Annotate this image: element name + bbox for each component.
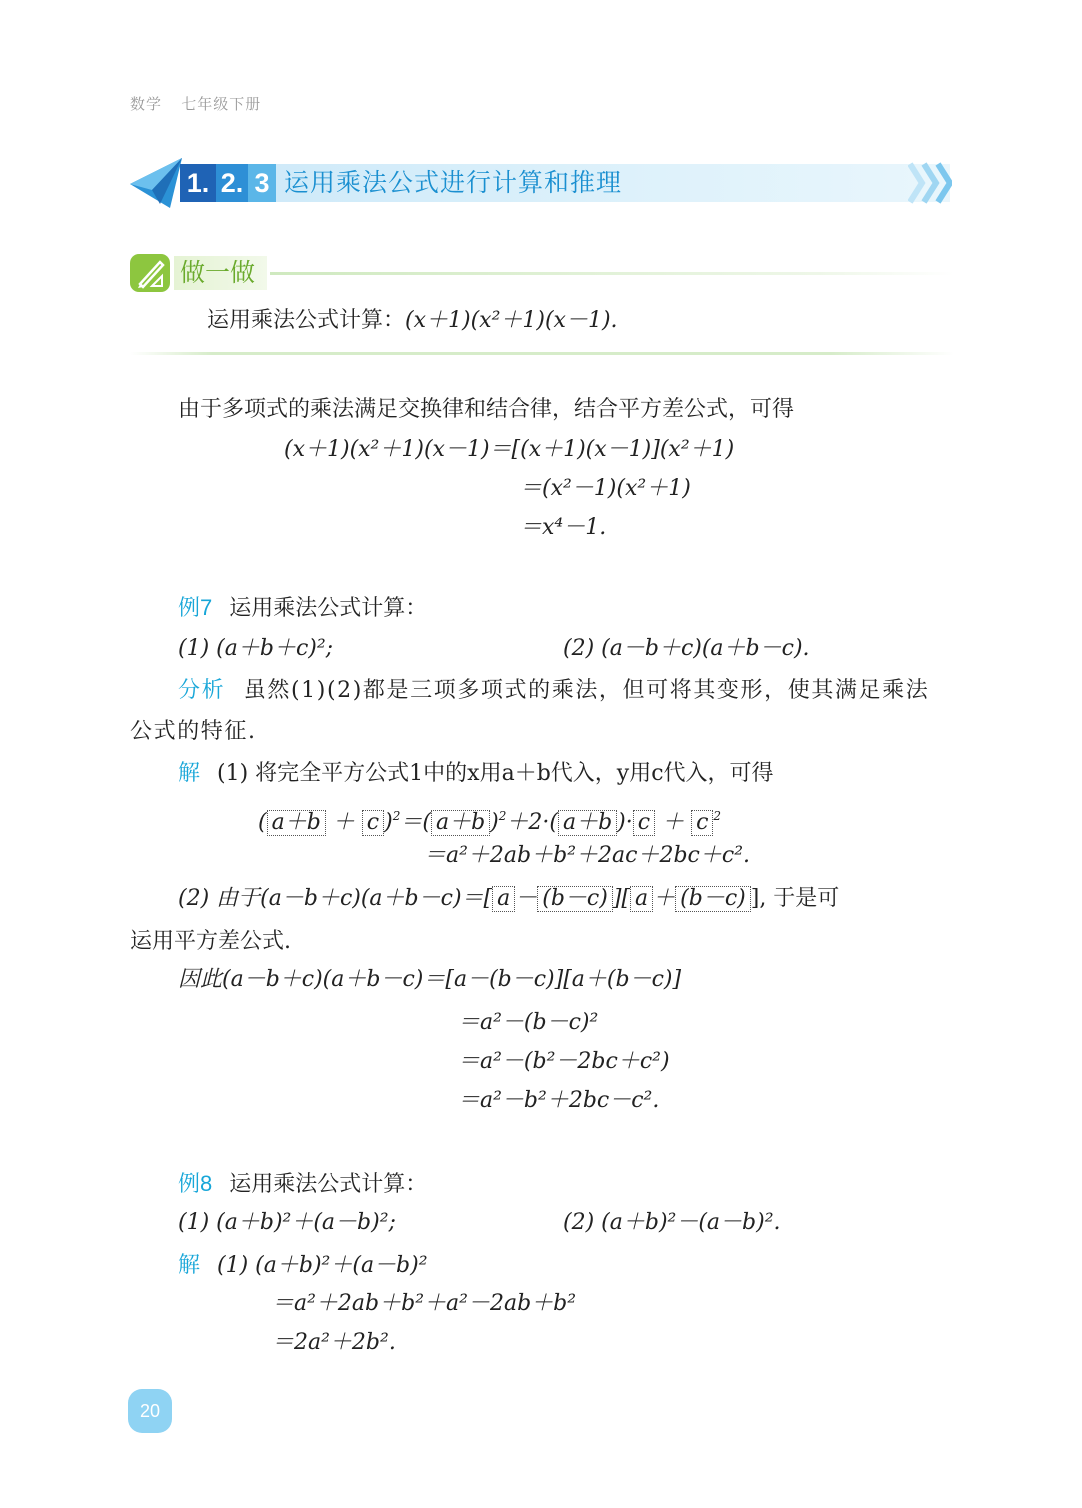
ex7-solution-2-intro: (2) 由于(a－b＋c)(a＋b－c)＝[ a － (b－c) ][ a ＋ (b－c) ], 于是可 xyxy=(178,886,840,911)
activity-task-expr: (x＋1)(x²＋1)(x－1). xyxy=(405,308,618,333)
ex7-analysis-text-1: 虽然(1)(2)都是三项多项式的乘法，但可将其变形，使其满足乘法 xyxy=(243,678,930,703)
chevrons-icon xyxy=(908,162,952,204)
box-b-minus-c: (b－c) xyxy=(537,886,613,912)
paper-plane-icon xyxy=(130,158,186,210)
box-b-minus-c-2: (b－c) xyxy=(675,886,751,912)
page-number-badge xyxy=(128,1389,172,1435)
intro-eq-3: ＝x⁴－1. xyxy=(520,515,607,540)
ex8-solution-eq-1 xyxy=(178,1250,428,1281)
box-c-3: c xyxy=(691,810,713,836)
ex8-solution-label: 解 xyxy=(178,1252,201,1277)
ex8-prompt: 运用乘法公式计算： xyxy=(229,1172,428,1197)
ex7-solution-1-eq-2: ＝a²＋2ab＋b²＋2ac＋2bc＋c². xyxy=(424,843,751,868)
box-c: c xyxy=(362,810,384,836)
activity-rule xyxy=(270,272,954,275)
section-num-2: 2. xyxy=(216,164,248,202)
section-title: 运用乘法公式进行计算和推理 xyxy=(284,169,623,197)
ex7-solution-2-text-end: ], 于是可 xyxy=(750,886,840,911)
ex7-solution-2-text-2: 运用平方差公式. xyxy=(130,929,291,954)
page-number: 20 xyxy=(128,1389,172,1433)
section-num-1: 1. xyxy=(180,164,216,202)
activity-task-prefix: 运用乘法公式计算： xyxy=(207,308,406,333)
box-c-2: c xyxy=(633,810,655,836)
ex8-part-1: (1) (a＋b)²＋(a－b)²; xyxy=(178,1210,396,1235)
box-a-plus-b: a＋b xyxy=(267,810,326,836)
ex8-heading xyxy=(178,1169,427,1200)
ex8-solution-eq-2: ＝a²＋2ab＋b²＋a²－2ab＋b² xyxy=(272,1291,577,1316)
ex7-label: 例7 xyxy=(178,595,213,620)
ex7-part-2: (2) (a－b＋c)(a＋b－c). xyxy=(563,636,810,661)
intro-eq-2: ＝(x²－1)(x²＋1) xyxy=(520,476,691,501)
section-title-bar xyxy=(130,158,952,210)
pencil-ruler-icon xyxy=(130,254,170,292)
ex8-solution-eq-3: ＝2a²＋2b². xyxy=(272,1330,396,1355)
section-num-3: 3 xyxy=(248,164,276,202)
ex8-label: 例8 xyxy=(178,1171,213,1196)
ex7-solution-2-eq-1: 因此(a－b＋c)(a＋b－c)＝[a－(b－c)][a＋(b－c)] xyxy=(178,967,682,992)
ex7-solution-label: 解 xyxy=(178,760,201,785)
ex7-solution-2-text-a: (2) 由于(a－b＋c)(a＋b－c)＝[ xyxy=(178,886,493,911)
ex7-analysis xyxy=(178,675,929,706)
intro-eq-1: (x＋1)(x²＋1)(x－1)＝[(x＋1)(x－1)](x²＋1) xyxy=(284,437,735,462)
ex7-solution-2-eq-3: ＝a²－(b²－2bc＋c²) xyxy=(458,1049,670,1074)
ex7-solution-1-text: (1) 将完全平方公式1中的x用a＋b代入，y用c代入，可得 xyxy=(217,761,774,786)
ex7-solution-1-intro xyxy=(178,758,774,789)
ex7-solution-1-eq-1: ( a＋b ＋ c )$^2$＝( a＋b )$^2$＋2·( a＋b )· c ＋ c $^2$ xyxy=(258,809,722,835)
ex7-analysis-text-2: 公式的特征. xyxy=(130,719,257,744)
activity-label: 做一做 xyxy=(174,256,267,290)
intro-sentence: 由于多项式的乘法满足交换律和结合律，结合平方差公式，可得 xyxy=(178,397,795,422)
activity-bottom-rule xyxy=(130,352,954,355)
header-grade: 七年级下册 xyxy=(181,96,262,113)
ex7-prompt: 运用乘法公式计算： xyxy=(229,596,428,621)
activity-header xyxy=(130,254,954,294)
ex7-solution-2-eq-2: ＝a²－(b－c)² xyxy=(458,1010,599,1035)
box-a: a xyxy=(492,886,515,912)
box-a-plus-b-3: a＋b xyxy=(558,810,617,836)
ex7-heading xyxy=(178,593,427,624)
box-a-2: a xyxy=(630,886,653,912)
box-a-plus-b-2: a＋b xyxy=(431,810,490,836)
header-subject: 数学 xyxy=(130,96,163,113)
ex7-analysis-label: 分析 xyxy=(178,677,226,702)
running-header xyxy=(130,93,275,114)
ex7-solution-2-eq-4: ＝a²－b²＋2bc－c². xyxy=(458,1088,660,1113)
ex8-solution-eq-1-text: (1) (a＋b)²＋(a－b)² xyxy=(217,1253,428,1278)
ex7-part-1: (1) (a＋b＋c)²; xyxy=(178,636,334,661)
activity-task xyxy=(207,306,618,336)
ex8-part-2: (2) (a＋b)²－(a－b)². xyxy=(563,1210,781,1235)
